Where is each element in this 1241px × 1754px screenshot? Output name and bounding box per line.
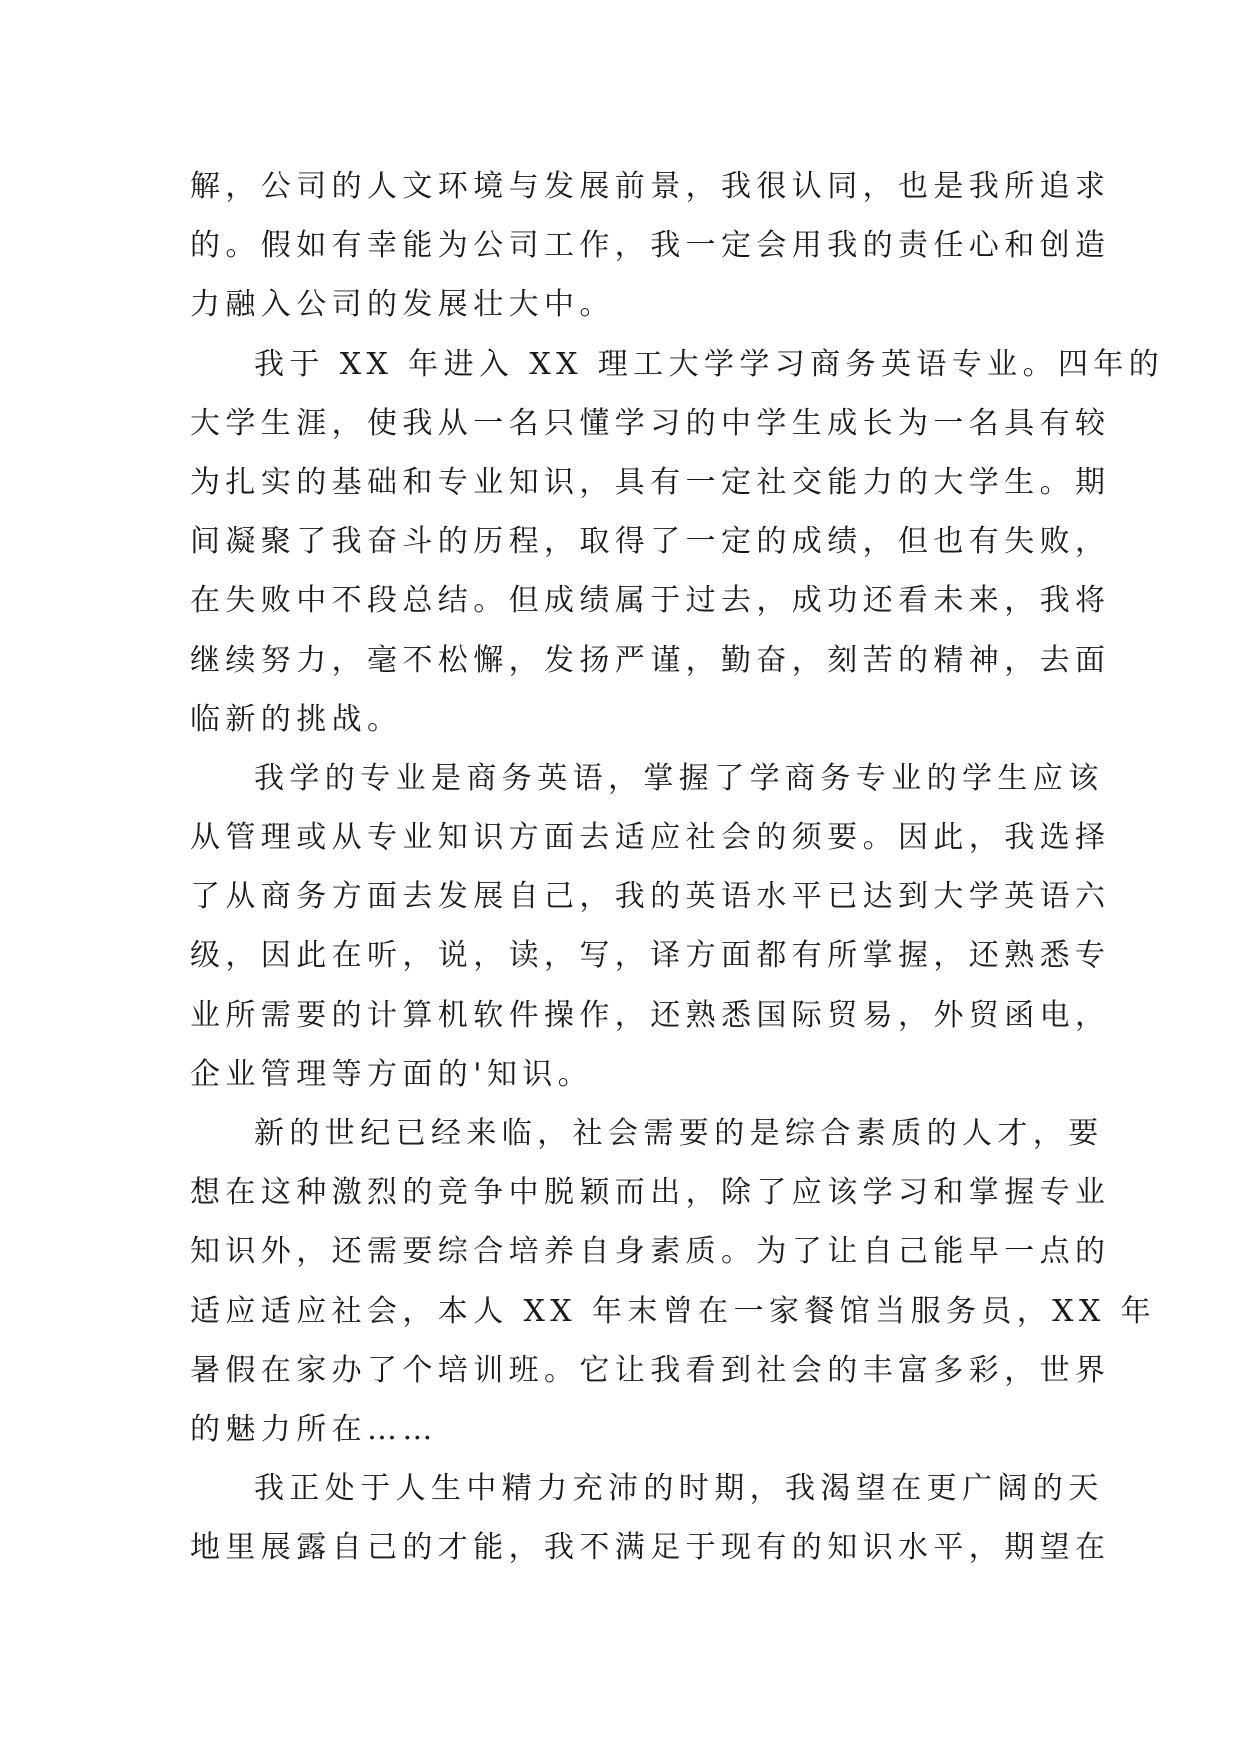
text-line: 我于 XX 年进入 XX 理工大学学习商务英语专业。四年的 [254, 346, 1165, 382]
text-line: 临新的挑战。 [190, 701, 403, 737]
text-line: 适应适应社会，本人 XX 年末曾在一家餐馆当服务员，XX 年 [190, 1293, 1157, 1329]
paragraph-5 [190, 1459, 1111, 1577]
text-line: 在失败中不段总结。但成绩属于过去，成功还看未来，我将 [190, 583, 1111, 619]
text-line: 知识外，还需要综合培养自身素质。为了让自己能早一点的 [190, 1234, 1111, 1270]
text-line: 业所需要的计算机软件操作，还熟悉国际贸易，外贸函电， [190, 997, 1111, 1033]
text-line: 解，公司的人文环境与发展前景，我很认同，也是我所追求 [190, 169, 1111, 204]
text-line: 我正处于人生中精力充沛的时期，我渴望在更广阔的天 [254, 1471, 1104, 1507]
text-line: 间凝聚了我奋斗的历程，取得了一定的成绩，但也有失败， [190, 524, 1111, 560]
paragraph-2 [190, 335, 1165, 749]
text-line: 力融入公司的发展壮大中。 [190, 287, 615, 323]
text-line: 我学的专业是商务英语，掌握了学商务专业的学生应该 [254, 760, 1104, 796]
text-line: 了从商务方面去发展自己，我的英语水平已达到大学英语六 [190, 879, 1111, 915]
paragraph-3 [190, 749, 1111, 1104]
text-line: 新的世纪已经来临，社会需要的是综合素质的人才，要 [254, 1116, 1104, 1151]
text-line: 的魅力所在…… [190, 1411, 438, 1447]
text-line: 的。假如有幸能为公司工作，我一定会用我的责任心和创造 [190, 228, 1111, 264]
text-line: 从管理或从专业知识方面去适应社会的须要。因此，我选择 [190, 820, 1111, 856]
text-line: 想在这种激烈的竞争中脱颖而出，除了应该学习和掌握专业 [190, 1175, 1111, 1211]
document-body [190, 157, 1165, 1578]
text-line: 为扎实的基础和专业知识，具有一定社交能力的大学生。期 [190, 464, 1111, 500]
paragraph-4 [190, 1104, 1157, 1459]
text-line: 暑假在家办了个培训班。它让我看到社会的丰富多彩，世界 [190, 1352, 1111, 1388]
paragraph-1 [190, 157, 1111, 335]
text-line: 大学生涯，使我从一名只懂学习的中学生成长为一名具有较 [190, 405, 1111, 441]
text-line: 级，因此在听，说，读，写，译方面都有所掌握，还熟悉专 [190, 938, 1111, 974]
text-line: 企业管理等方面的'知识。 [190, 1056, 594, 1092]
text-line: 地里展露自己的才能，我不满足于现有的知识水平，期望在 [190, 1530, 1111, 1566]
text-line: 继续努力，毫不松懈，发扬严谨，勤奋，刻苦的精神，去面 [190, 642, 1111, 678]
